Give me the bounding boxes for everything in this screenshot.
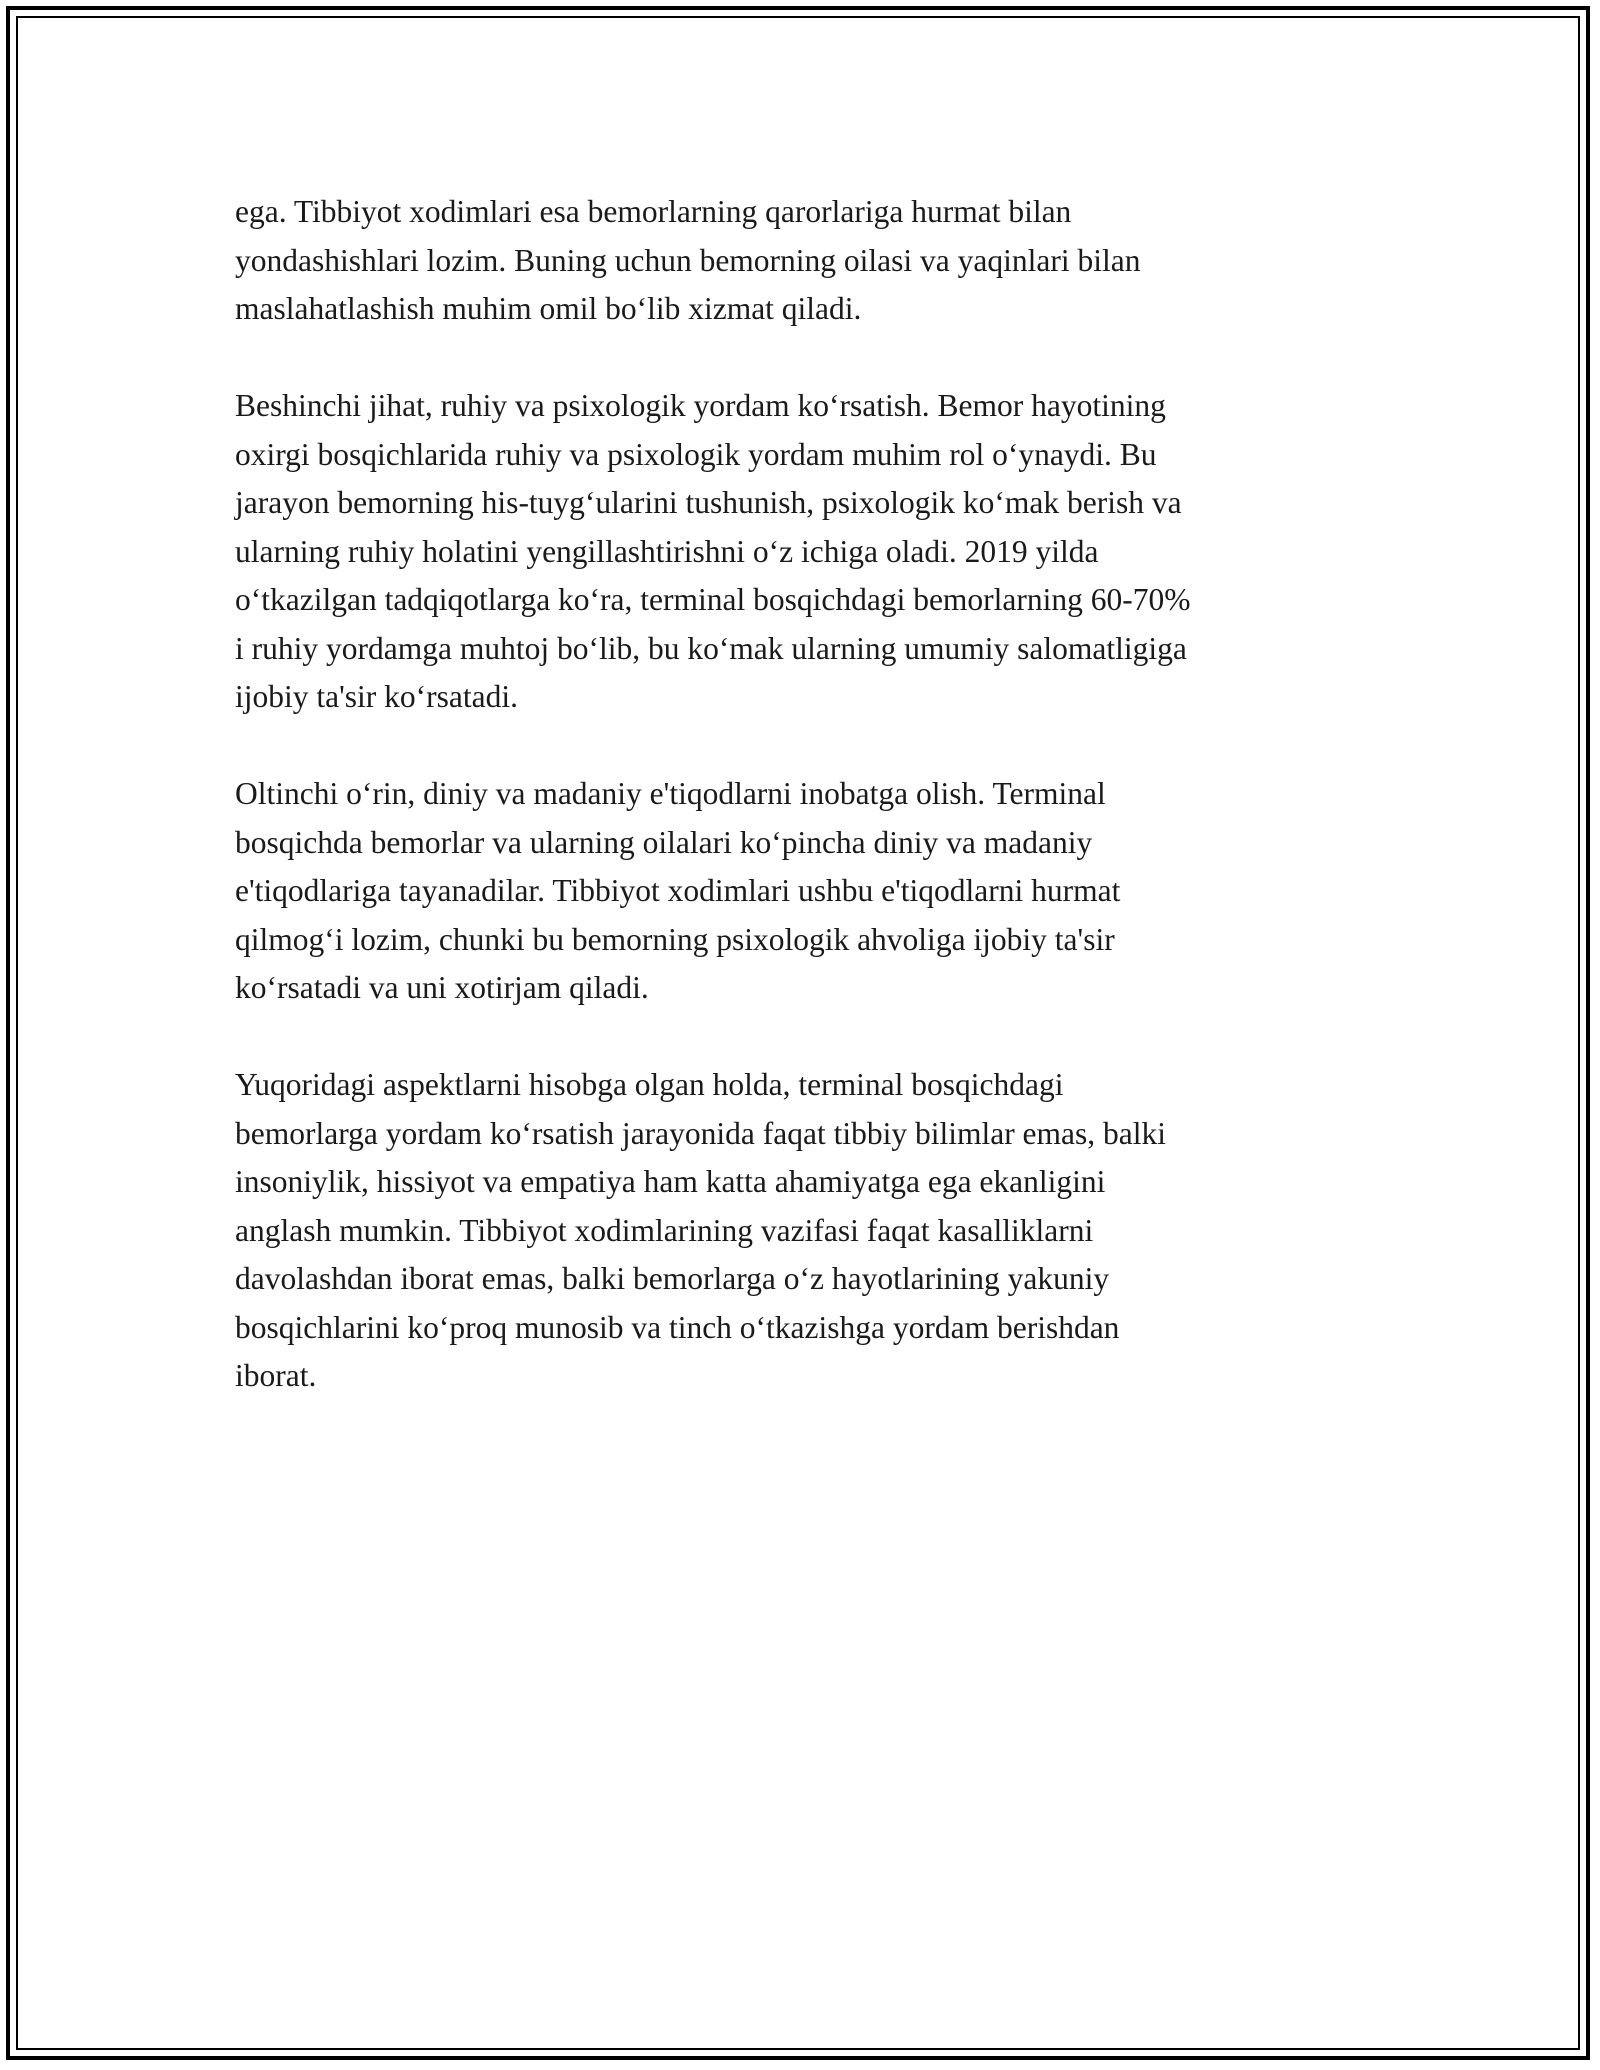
document-body <box>235 188 1365 1449</box>
paragraph-1: ega. Tibbiyot xodimlari esa bemorlarning qarorlariga hurmat bilan yondashishlari lozim. Buning uchun bemorning oilasi va yaqinlari bilan maslahatlashish muhim omil bo‘lib xizmat qiladi. <box>235 194 1141 326</box>
paragraph-3: Oltinchi o‘rin, diniy va madaniy e'tiqodlarni inobatga olish. Terminal bosqichda bemorlar va ularning oilalari ko‘pincha diniy va madaniy e'tiqodlariga tayanadilar. Tibbiyot xodimlari ushbu e'tiqodlarni hurmat qilmog‘i lozim, chunki bu bemorning psixologik ahvoliga ijobiy ta'sir ko‘rsatadi va uni xotirjam qiladi. <box>235 776 1121 1005</box>
paragraph-2: Beshinchi jihat, ruhiy va psixologik yordam ko‘rsatish. Bemor hayotining oxirgi bosqichlarida ruhiy va psixologik yordam muhim rol o‘ynaydi. Bu jarayon bemorning his-tuyg‘ularini tushunish, psixologik ko‘mak berish va ularning ruhiy holatini yengillashtirishni o‘z ichiga oladi. 2019 yilda o‘tkazilgan tadqiqotlarga ko‘ra, terminal bosqichdagi bemorlarning 60-70% i ruhiy yordamga muhtoj bo‘lib, bu ko‘mak ularning umumiy salomatligiga ijobiy ta'sir ko‘rsatadi. <box>235 388 1191 714</box>
paragraph-4: Yuqoridagi aspektlarni hisobga olgan holda, terminal bosqichdagi bemorlarga yordam ko‘rsatish jarayonida faqat tibbiy bilimlar emas, balki insoniylik, hissiyot va empatiya ham katta ahamiyatga ega ekanligini anglash mumkin. Tibbiyot xodimlarining vazifasi faqat kasalliklarni davolashdan iborat emas, balki bemorlarga o‘z hayotlarining yakuniy bosqichlarini ko‘proq munosib va tinch o‘tkazishga yordam berishdan iborat. <box>235 1067 1167 1393</box>
